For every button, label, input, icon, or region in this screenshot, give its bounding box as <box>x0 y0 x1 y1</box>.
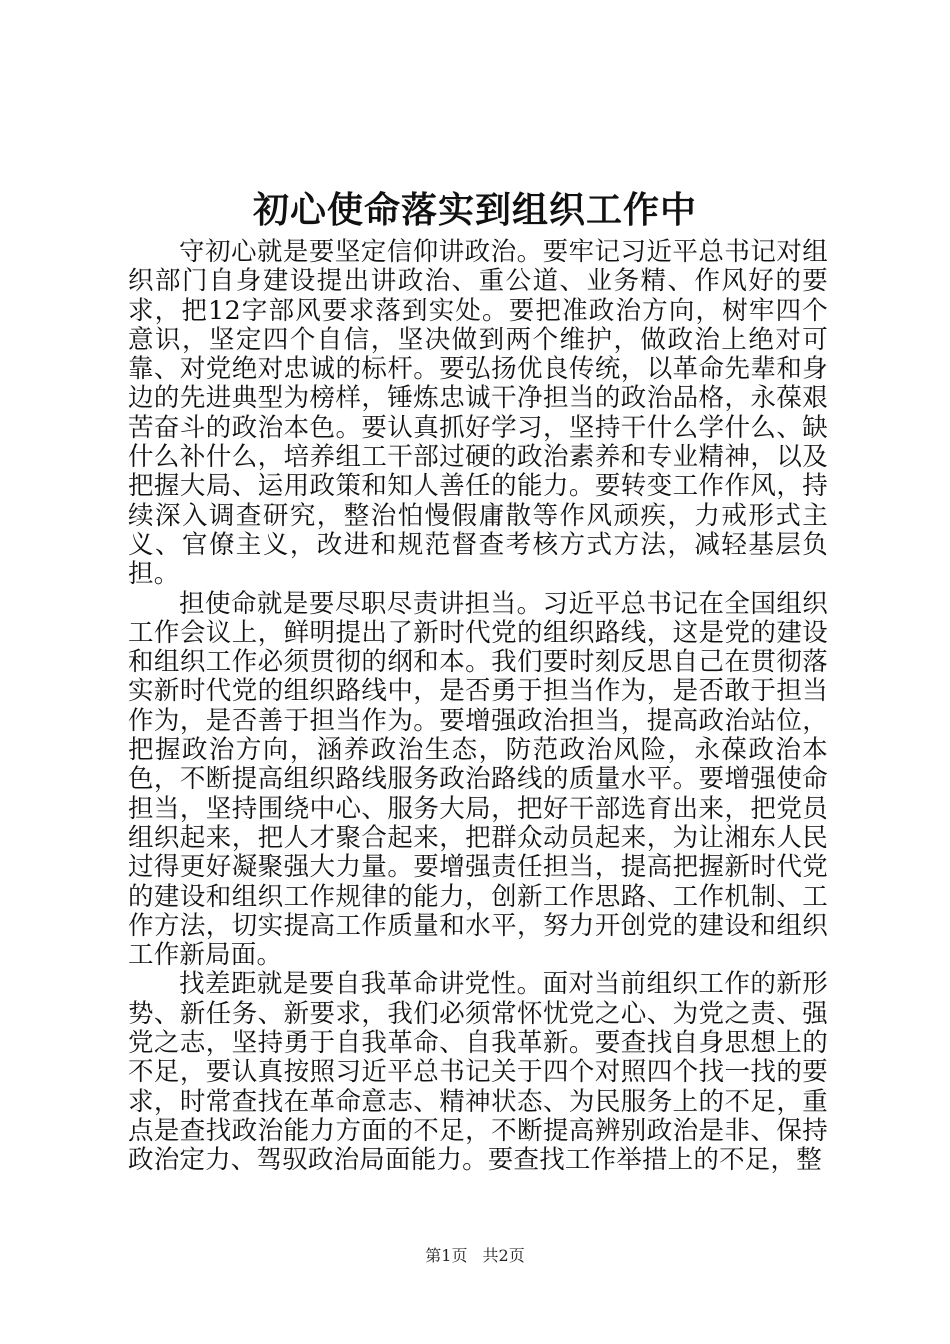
page-number: 第1页 <box>425 1246 468 1265</box>
page-total: 共2页 <box>482 1246 525 1265</box>
document-title: 初心使命落实到组织工作中 <box>252 189 697 231</box>
document-body <box>128 238 828 1176</box>
page-footer <box>0 1244 950 1268</box>
paragraph-2: 担使命就是要尽职尽责讲担当。习近平总书记在全国组织工作会议上，鲜明提出了新时代党的组织路线，这是党的建设和组织工作必须贯彻的纲和本。我们要时刻反思自己在贯彻落实新时代党的组织路线中，是否勇于担当作为，是否敢于担当作为，是否善于担当作为。要增强政治担当，提高政治站位，把握政治方向，涵养政治生态，防范政治风险，永葆政治本色，不断提高组织路线服务政治路线的质量水平。要增强使命担当，坚持围绕中心、服务大局，把好干部选育出来，把党员组织起来，把人才聚合起来，把群众动员起来，为让湘东人民过得更好凝聚强大力量。要增强责任担当，提高把握新时代党的建设和组织工作规律的能力，创新工作思路、工作机制、工作方法，切实提高工作质量和水平，努力开创党的建设和组织工作新局面。 <box>128 588 828 971</box>
paragraph-3: 找差距就是要自我革命讲党性。面对当前组织工作的新形势、新任务、新要求，我们必须常怀忧党之心、为党之责、强党之志，坚持勇于自我革命、自我革新。要查找自身思想上的不足，要认真按照习近平总书记关于四个对照四个找一找的要求，时常查找在革命意志、精神状态、为民服务上的不足，重点是查找政治能力方面的不足，不断提高辨别政治是非、保持政治定力、驾驭政治局面能力。要查找工作举措上的不足，整 <box>128 969 828 1176</box>
paragraph-1: 守初心就是要坚定信仰讲政治。要牢记习近平总书记对组织部门自身建设提出讲政治、重公道、业务精、作风好的要求，把12字部风要求落到实处。要把准政治方向，树牢四个意识，坚定四个自信，坚决做到两个维护，做政治上绝对可靠、对党绝对忠诚的标杆。要弘扬优良传统，以革命先辈和身边的先进典型为榜样，锤炼忠诚干净担当的政治品格，永葆艰苦奋斗的政治本色。要认真抓好学习，坚持干什么学什么、缺什么补什么，培养组工干部过硬的政治素养和专业精神，以及把握大局、运用政策和知人善任的能力。要转变工作作风，持续深入调查研究，整治怕慢假庸散等作风顽疾，力戒形式主义、官僚主义，改进和规范督查考核方式方法，减轻基层负担。 <box>128 237 828 590</box>
